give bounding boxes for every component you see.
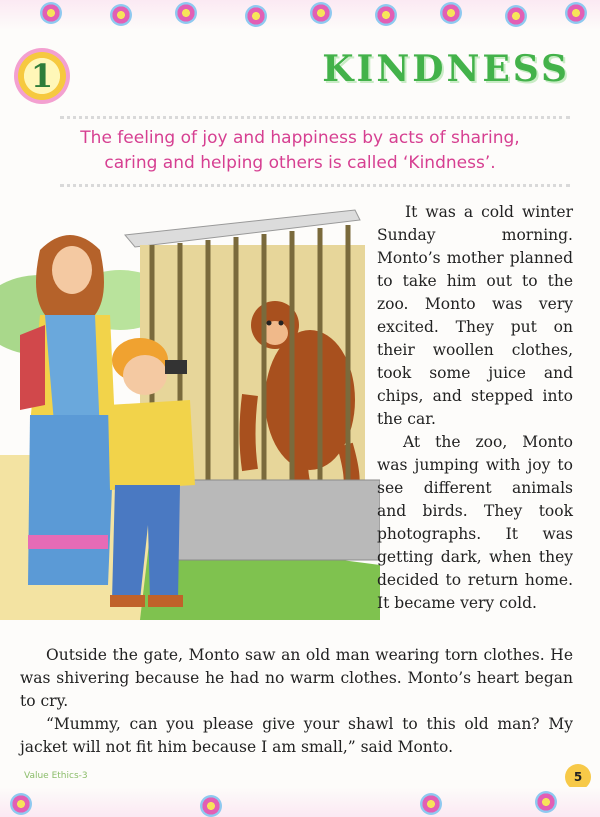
- flower-icon: [535, 791, 557, 813]
- flower-icon: [310, 2, 332, 24]
- story-paragraph: It was a cold winter Sunday morning. Monto’s mother planned to take him out to the zoo. Monto was very excited. They put on their woollen clothes, took some juice and chips, and stepped into the car.: [377, 203, 573, 428]
- chapter-number-badge: [14, 48, 70, 104]
- definition-box: [40, 126, 560, 176]
- story-paragraph: Outside the gate, Monto saw an old man wearing torn clothes. He was shivering because he had no warm clothes. Monto’s heart began to cry.: [20, 646, 573, 710]
- definition-line: The feeling of joy and happiness by acts of sharing,: [80, 128, 520, 148]
- page-number: 5: [565, 764, 591, 790]
- story-paragraph: At the zoo, Monto was jumping with joy to see different animals and birds. They took photographs. It was getting dark, when they decided to return home. It became very cold.: [377, 433, 573, 612]
- story-column: [377, 201, 573, 615]
- top-divider: [60, 116, 570, 119]
- flower-icon: [420, 793, 442, 815]
- flower-icon: [505, 5, 527, 27]
- zoo-illustration: [0, 205, 380, 620]
- chapter-title: KINDNESS: [322, 48, 570, 90]
- top-floral-border: [0, 0, 600, 30]
- flower-icon: [10, 793, 32, 815]
- flower-icon: [440, 2, 462, 24]
- chapter-number: 1: [30, 57, 54, 95]
- bottom-floral-border: [0, 787, 600, 817]
- bottom-divider: [60, 184, 570, 187]
- story-continuation: [20, 644, 573, 759]
- flower-icon: [200, 795, 222, 817]
- flower-icon: [375, 4, 397, 26]
- book-title-footer: Value Ethics-3: [24, 771, 88, 781]
- flower-icon: [110, 4, 132, 26]
- story-paragraph: “Mummy, can you please give your shawl to this old man? My jacket will not fit him because I am small,” said Monto.: [20, 715, 573, 756]
- flower-icon: [245, 5, 267, 27]
- camera-shape: [165, 360, 187, 374]
- flower-icon: [565, 2, 587, 24]
- flower-icon: [175, 2, 197, 24]
- cage-base-wall: [150, 480, 380, 560]
- flower-icon: [40, 2, 62, 24]
- definition-line: caring and helping others is called ‘Kindness’.: [104, 153, 496, 173]
